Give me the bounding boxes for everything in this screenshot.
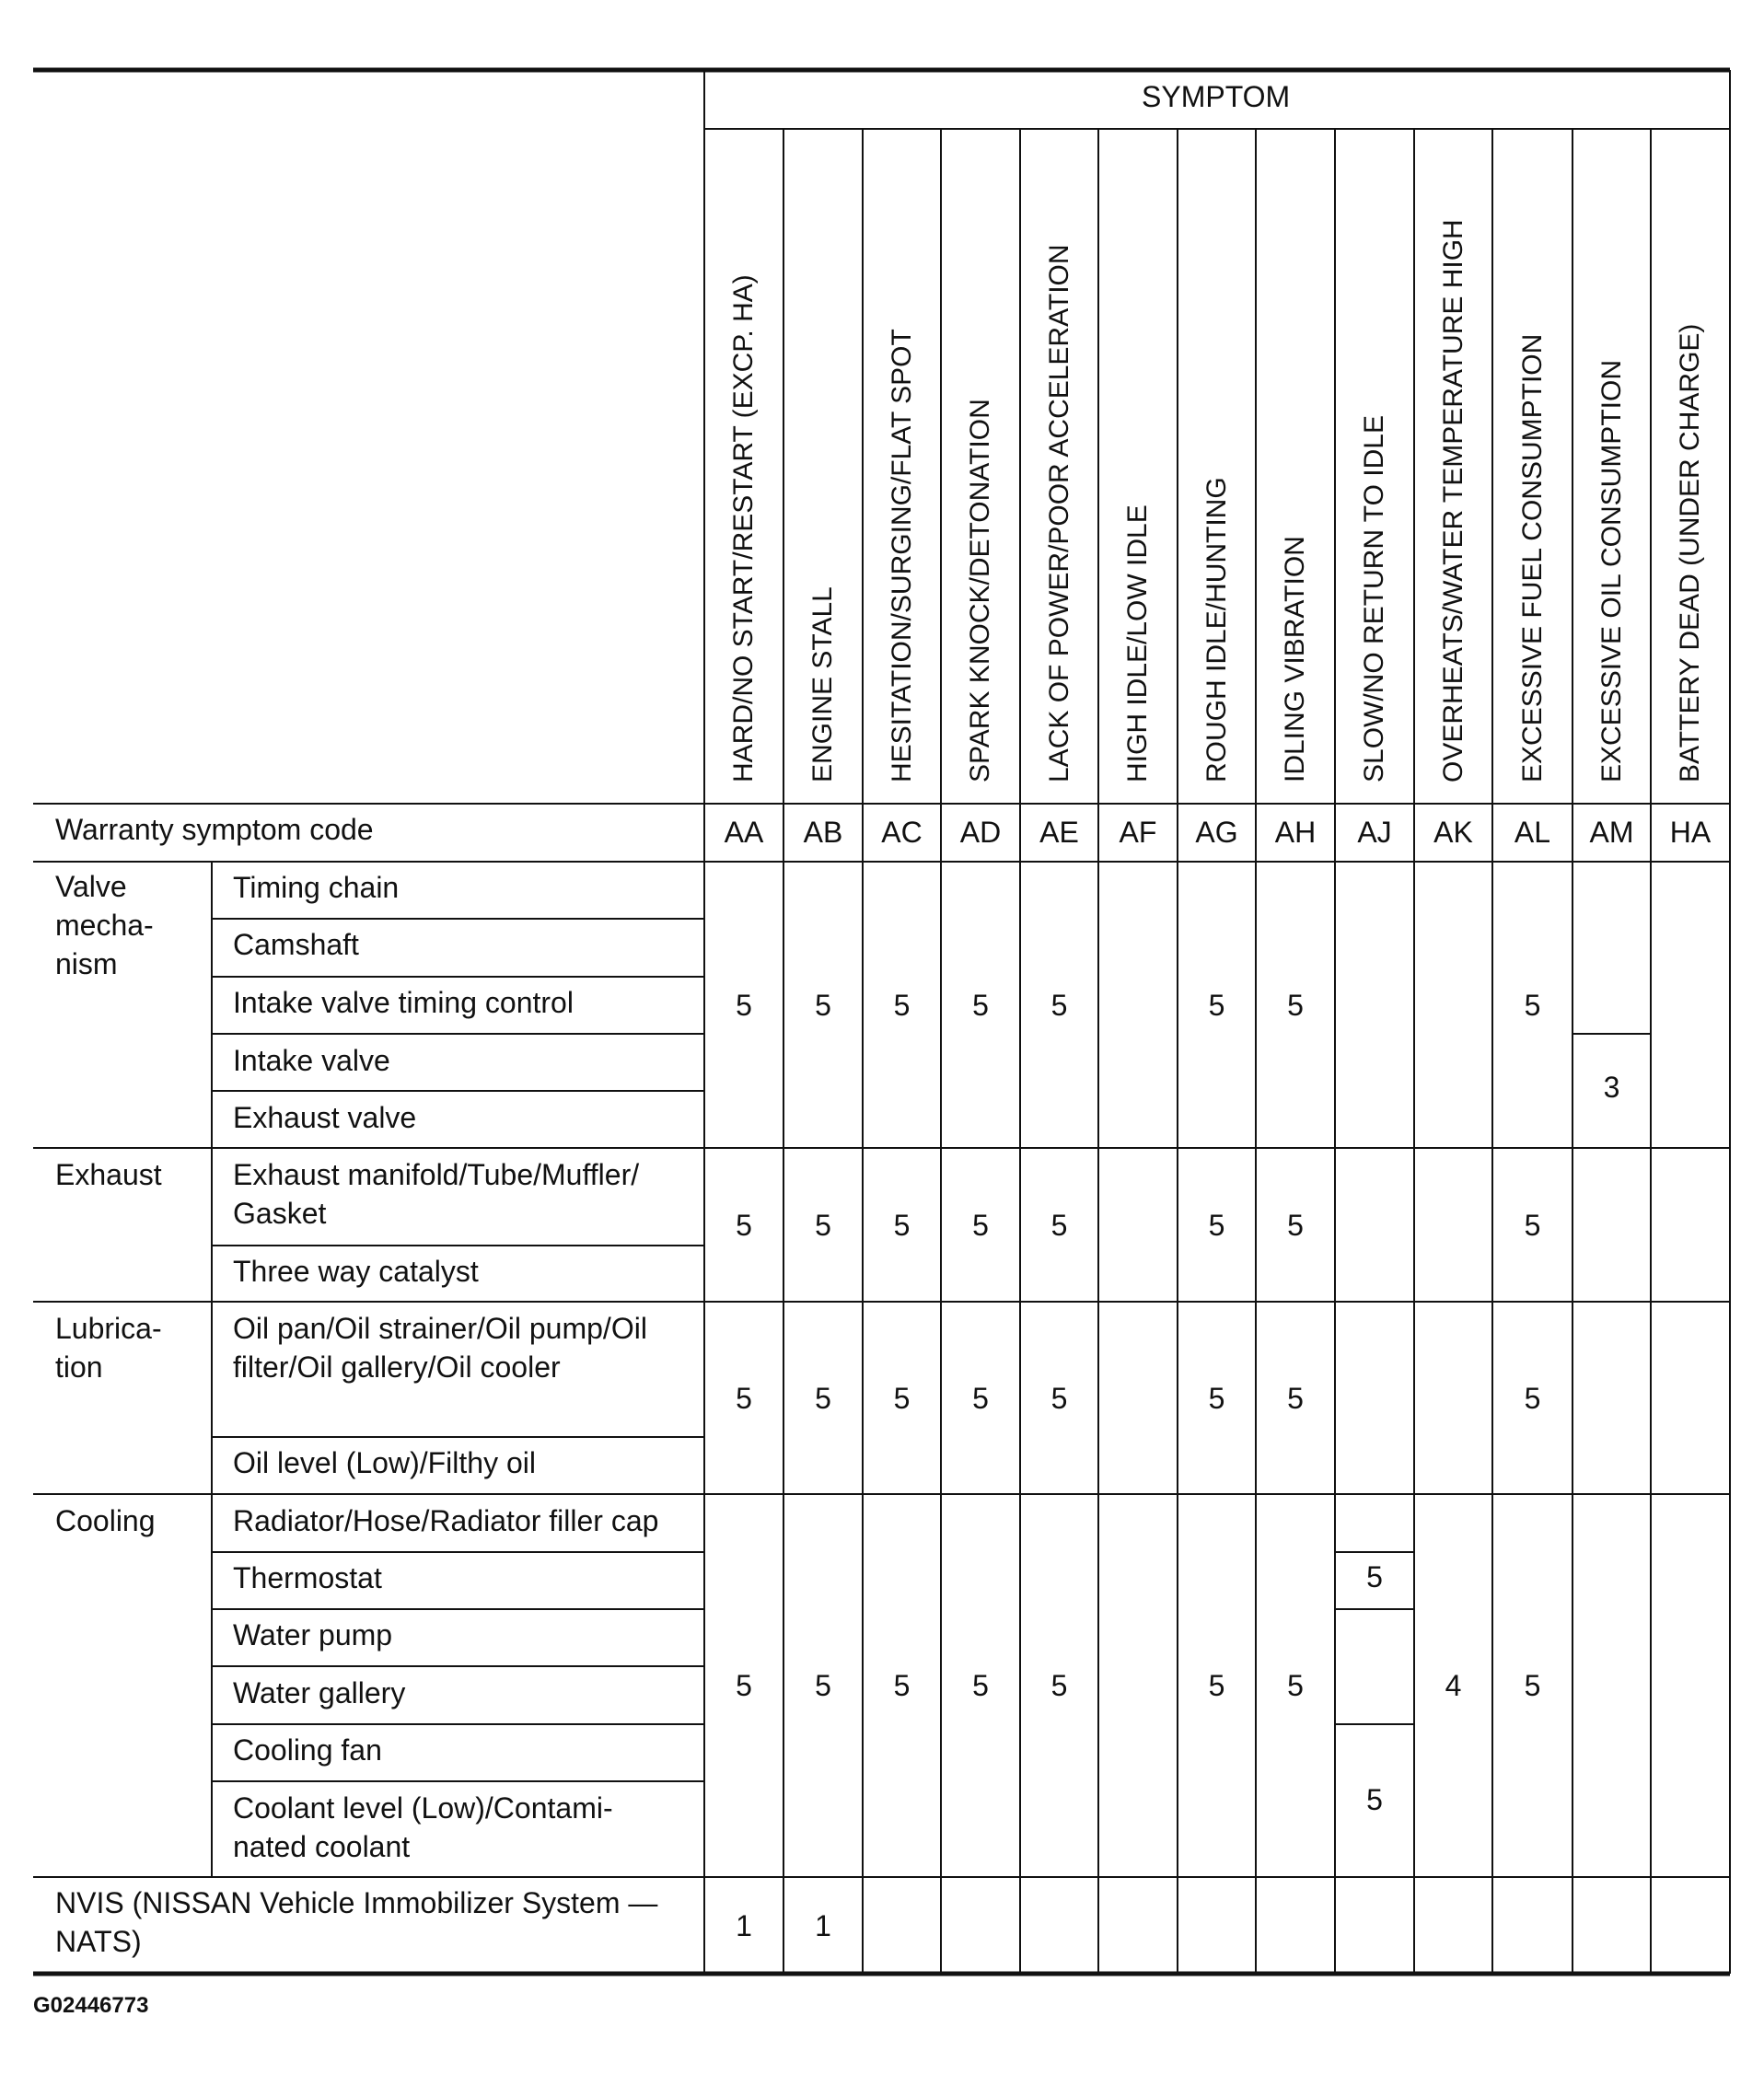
value-valve-al: 5 bbox=[1524, 988, 1541, 1022]
value-exhaust-aa: 5 bbox=[736, 1208, 752, 1242]
item-radiator: Radiator/Hose/Radiator filler cap bbox=[233, 1504, 659, 1537]
warranty-code-al: AL bbox=[1514, 816, 1551, 849]
value-cooling-aa: 5 bbox=[736, 1669, 752, 1702]
value-aj-thermostat: 5 bbox=[1366, 1560, 1383, 1593]
value-nvis-aa: 1 bbox=[736, 1908, 752, 1942]
symptom-header-am: EXCESSIVE OIL CONSUMPTION bbox=[1596, 360, 1627, 782]
value-valve-ag: 5 bbox=[1208, 988, 1225, 1022]
item-intake-valve-timing-control: Intake valve timing control bbox=[233, 986, 574, 1019]
item-timing-chain: Timing chain bbox=[233, 871, 400, 904]
value-nvis-ab: 1 bbox=[815, 1908, 831, 1942]
warranty-code-am: AM bbox=[1589, 816, 1634, 849]
value-lubrication-al: 5 bbox=[1524, 1381, 1541, 1415]
value-am-intake-exhaust-valve: 3 bbox=[1603, 1071, 1620, 1104]
figure-id: G02446773 bbox=[33, 1993, 149, 2018]
item-thermostat: Thermostat bbox=[233, 1561, 382, 1594]
symptom-header-al: EXCESSIVE FUEL CONSUMPTION bbox=[1516, 333, 1548, 782]
warranty-code-ah: AH bbox=[1274, 816, 1317, 849]
item-oil-level: Oil level (Low)/Filthy oil bbox=[233, 1446, 536, 1479]
symptom-header-aa: HARD/NO START/RESTART (EXCP. HA) bbox=[728, 274, 759, 782]
value-cooling-ad: 5 bbox=[972, 1669, 989, 1702]
item-water-gallery: Water gallery bbox=[233, 1676, 406, 1709]
warranty-code-ab: AB bbox=[803, 816, 843, 849]
symptom-header-aj: SLOW/NO RETURN TO IDLE bbox=[1359, 415, 1389, 782]
value-exhaust-ae: 5 bbox=[1050, 1208, 1068, 1242]
symptom-title: SYMPTOM bbox=[1142, 80, 1291, 113]
item-water-pump: Water pump bbox=[233, 1618, 393, 1651]
value-valve-ah: 5 bbox=[1287, 988, 1304, 1022]
group-name-lubrication: Lubrica- tion bbox=[55, 1312, 162, 1384]
warranty-code-ha: HA bbox=[1669, 816, 1712, 849]
item-oil-pan: Oil pan/Oil strainer/Oil pump/Oil filter/Oil gallery/Oil cooler bbox=[233, 1312, 647, 1384]
value-cooling-al: 5 bbox=[1524, 1669, 1541, 1702]
value-exhaust-ab: 5 bbox=[815, 1208, 831, 1242]
symptom-header-ae: LACK OF POWER/POOR ACCELERATION bbox=[1043, 244, 1074, 782]
value-exhaust-ad: 5 bbox=[972, 1208, 989, 1242]
item-three-way-catalyst: Three way catalyst bbox=[233, 1255, 479, 1288]
value-cooling-ag: 5 bbox=[1208, 1669, 1225, 1702]
value-exhaust-ah: 5 bbox=[1287, 1208, 1304, 1242]
item-intake-valve: Intake valve bbox=[233, 1044, 390, 1077]
value-lubrication-ac: 5 bbox=[893, 1381, 911, 1415]
symptom-header-ad: SPARK KNOCK/DETONATION bbox=[965, 399, 995, 782]
item-exhaust-valve: Exhaust valve bbox=[233, 1101, 417, 1134]
value-lubrication-ad: 5 bbox=[972, 1381, 989, 1415]
value-valve-aa: 5 bbox=[736, 988, 752, 1022]
warranty-code-ac: AC bbox=[881, 816, 923, 849]
value-cooling-ab: 5 bbox=[815, 1669, 831, 1702]
symptom-header-ah: IDLING VIBRATION bbox=[1280, 536, 1310, 782]
symptom-header-ha: BATTERY DEAD (UNDER CHARGE) bbox=[1675, 323, 1705, 782]
group-name-cooling: Cooling bbox=[55, 1504, 156, 1537]
warranty-code-aj: AJ bbox=[1357, 816, 1392, 849]
symptom-header-ab: ENGINE STALL bbox=[807, 586, 838, 782]
value-aj-cooling-fan-coolant: 5 bbox=[1366, 1783, 1383, 1816]
value-cooling-ah: 5 bbox=[1287, 1669, 1304, 1702]
group-name-nvis: NVIS (NISSAN Vehicle Immobilizer System — NATS) bbox=[55, 1886, 658, 1958]
value-lubrication-ab: 5 bbox=[815, 1381, 831, 1415]
symptom-header-ac: HESITATION/SURGING/FLAT SPOT bbox=[886, 329, 917, 782]
group-name-exhaust: Exhaust bbox=[55, 1158, 162, 1191]
warranty-code-aa: AA bbox=[724, 816, 764, 849]
item-cooling-fan: Cooling fan bbox=[233, 1733, 382, 1767]
value-cooling-ak: 4 bbox=[1445, 1669, 1462, 1702]
warranty-code-ad: AD bbox=[959, 816, 1002, 849]
value-exhaust-al: 5 bbox=[1524, 1208, 1541, 1242]
symptom-header-ak: OVERHEATS/WATER TEMPERATURE HIGH bbox=[1437, 219, 1468, 782]
value-lubrication-ae: 5 bbox=[1050, 1381, 1068, 1415]
value-lubrication-ag: 5 bbox=[1208, 1381, 1225, 1415]
warranty-code-af: AF bbox=[1119, 816, 1157, 849]
item-camshaft: Camshaft bbox=[233, 928, 359, 961]
item-exhaust-manifold: Exhaust manifold/Tube/Muffler/ Gasket bbox=[233, 1158, 640, 1230]
value-valve-ab: 5 bbox=[815, 988, 831, 1022]
value-valve-ae: 5 bbox=[1050, 988, 1068, 1022]
group-name-valve: Valve mecha- nism bbox=[55, 870, 154, 980]
warranty-code-ag: AG bbox=[1195, 816, 1238, 849]
value-cooling-ae: 5 bbox=[1050, 1669, 1068, 1702]
value-exhaust-ac: 5 bbox=[893, 1208, 911, 1242]
value-valve-ad: 5 bbox=[972, 988, 989, 1022]
symptom-header-af: HIGH IDLE/LOW IDLE bbox=[1122, 504, 1153, 782]
value-cooling-ac: 5 bbox=[893, 1669, 911, 1702]
warranty-code-ak: AK bbox=[1433, 816, 1473, 849]
symptom-header-ag: ROUGH IDLE/HUNTING bbox=[1201, 477, 1232, 782]
warranty-code-ae: AE bbox=[1039, 816, 1079, 849]
warranty-code-label: Warranty symptom code bbox=[55, 813, 374, 846]
value-lubrication-aa: 5 bbox=[736, 1381, 752, 1415]
value-exhaust-ag: 5 bbox=[1208, 1208, 1225, 1242]
value-lubrication-ah: 5 bbox=[1287, 1381, 1304, 1415]
item-coolant-level: Coolant level (Low)/Contami- nated coolant bbox=[233, 1791, 613, 1863]
value-valve-ac: 5 bbox=[893, 988, 911, 1022]
